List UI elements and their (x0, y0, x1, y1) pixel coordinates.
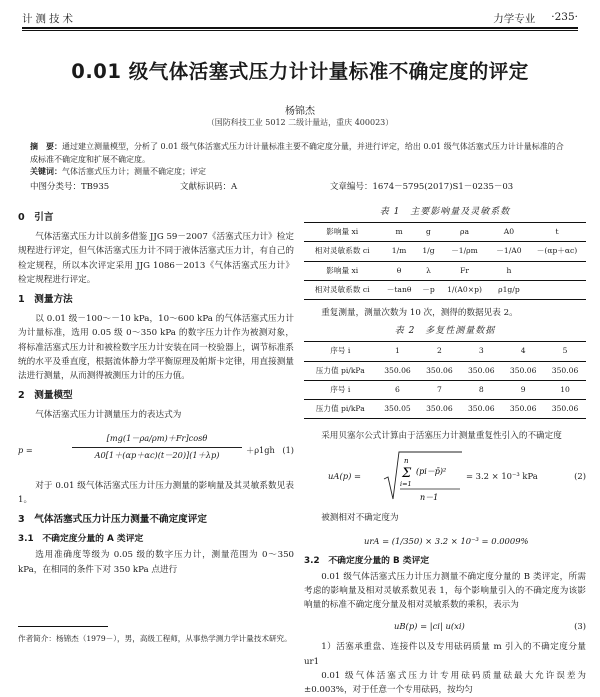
formula-tail: ＋ρ1gh (246, 444, 275, 455)
table-cell: 压力值 pi/kPa (304, 361, 377, 380)
table-cell: 1/m (380, 242, 417, 261)
abstract (30, 141, 570, 179)
table-cell: －1/A0 (490, 242, 528, 261)
table-cell: Fr (439, 261, 490, 280)
affiliation: （国防科技工业 5012 二级计量站，重庆 400023） (206, 118, 394, 127)
table-cell: h (490, 261, 528, 280)
page-number: ·235· (551, 11, 578, 23)
table-cell: 10 (544, 380, 586, 399)
table-cell: t (528, 223, 586, 242)
section-3-1-para: 选用准确度等级为 0.05 级的数字压力计，测量范围为 0～350 kPa，在相同的条件下对 350 kPa 点进行 (18, 550, 294, 575)
equation-2 (304, 447, 586, 507)
formula-numerator: [mg(1－ρa/ρm)＋Fr]cosθ (72, 431, 242, 448)
table-cell: －p (418, 280, 439, 299)
paper-title: 0.01 级气体活塞式压力计计量标准不确定度的评定 (71, 60, 529, 83)
eq-relative: urA = (1/350) × 3.2 × 10⁻³ = 0.0009% (364, 535, 529, 546)
table-cell: 350.06 (502, 400, 544, 419)
table-cell: 350.06 (502, 361, 544, 380)
table-2 (304, 341, 586, 419)
equation-3 (304, 616, 586, 636)
keywords-label: 关键词： (30, 167, 62, 176)
table-cell (528, 261, 586, 280)
section-0-title: 0 引言 (18, 212, 54, 223)
table-cell: 350.05 (377, 400, 419, 419)
table-cell: 1 (377, 342, 419, 361)
table-cell: 7 (418, 380, 460, 399)
table-cell: ρ1g/p (490, 280, 528, 299)
abstract-label: 摘 要： (30, 142, 62, 151)
section-3-title: 3 气体活塞式压力计压力测量不确定度评定 (18, 514, 207, 526)
journal-section: 计测技术 (22, 13, 76, 25)
formula-1 (18, 427, 294, 475)
item-1-para: 0.01 级气体活塞式压力计专用砝码质量砝最大允许误差为 ±0.003%，对于任意一个专用砝码，按均匀 (304, 670, 586, 696)
formula-fraction (72, 431, 242, 462)
sum-term: (pi－p̄)² (416, 467, 447, 477)
running-header (22, 8, 578, 26)
keywords (30, 166, 570, 179)
table-cell: λ (418, 261, 439, 280)
table-cell: 8 (460, 380, 502, 399)
article-id: 文章编号：1674－5795(2017)S1－0235－03 (330, 182, 514, 192)
table-1-caption: 表 1 主要影响量及灵敏系数 (379, 207, 511, 217)
table-cell: ρa (439, 223, 490, 242)
bessel-para: 采用贝塞尔公式计算由于活塞压力计测量重复性引入的不确定度 (321, 431, 562, 442)
table-cell: 影响量 xi (304, 223, 380, 242)
formula-denominator: A0[1＋(αp＋αc)(t－20)](1＋λp) (94, 449, 220, 460)
eq2-rhs: = 3.2 × 10⁻³ kPa (466, 471, 538, 482)
table-cell: 9 (502, 380, 544, 399)
header-topic: 力学专业 (493, 13, 536, 25)
section-3-2-para: 0.01 级气体活塞式压力计压力测量不确定度分量的 B 类评定，所需考虑的影响量及相对灵敏系数见表 1，每个影响量引入的不确定度为该影响量的标准不确定度分量及相对灵敏系数的乘积，表示为 (304, 571, 586, 611)
clc-number: 中图分类号：TB935 (30, 182, 110, 192)
table-cell: 350.06 (377, 361, 419, 380)
doc-code: 文献标识码：A (180, 182, 238, 192)
section-3-2-title: 3.2 不确定度分量的 B 类评定 (304, 555, 430, 566)
table-cell (528, 280, 586, 299)
table-1 (304, 222, 586, 300)
section-2-para-2: 对于 0.01 级气体活塞式压力计压力测量的影响量及其灵敏系数见表 1。 (18, 480, 294, 505)
right-column (304, 205, 586, 697)
footnote-rule (18, 626, 108, 627)
table-cell: 4 (502, 342, 544, 361)
formula-number: (1) (282, 444, 294, 455)
item-1: 1）活塞承重盘、连接件以及专用砝码质量 m 引入的不确定度分量 ur1 (304, 642, 586, 667)
table-cell: 1/(A0×p) (439, 280, 490, 299)
section-1-para: 以 0.01 级－100～－10 kPa，10～600 kPa 的气体活塞式压力计为计量标准，选用 0.05 级 0～350 kPa 的数字压力计作为被测对象，将标准活塞式压力计和被检数字压力计安装在同一校验器上，调节标准系统的水平及垂直度，根据流体静力学平衡原理及帕斯卡定律，用直接测量法进行测量，从而测得被测压力计的压力值。 (18, 314, 294, 382)
table-cell: －(αp＋αc) (528, 242, 586, 261)
sum-upper: n (404, 457, 409, 466)
table-cell: θ (380, 261, 417, 280)
table-2-caption: 表 2 多复性测量数据 (394, 326, 496, 337)
relative-text: 被测相对不确定度为 (321, 513, 399, 524)
table-cell: －tanθ (380, 280, 417, 299)
table-cell: 350.06 (460, 400, 502, 419)
table-cell: A0 (490, 223, 528, 242)
section-1-title: 1 测量方法 (18, 294, 73, 306)
eq2-lhs: uA(p) = (328, 471, 362, 482)
table-cell: 350.06 (460, 361, 502, 380)
left-column (18, 205, 294, 577)
formula-lhs: p = (18, 444, 33, 455)
table-cell: 5 (544, 342, 586, 361)
fraction-denominator: n－1 (420, 493, 439, 503)
table-cell: 2 (418, 342, 460, 361)
table-cell: 序号 i (304, 380, 377, 399)
repeat-text: 重复测量，测量次数为 10 次，测得的数据见表 2。 (321, 308, 518, 319)
table-cell: 350.06 (418, 400, 460, 419)
keywords-body: 气体活塞式压力计；测量不确定度；评定 (62, 167, 206, 176)
table-cell: 350.06 (544, 361, 586, 380)
sum-lower: i=1 (400, 480, 412, 489)
meta-line (30, 180, 570, 192)
eq3: uB(p) = |ci| u(xi) (394, 621, 465, 632)
table-cell: m (380, 223, 417, 242)
author-footnote: 作者简介：杨锦杰（1979－），男，高级工程师，从事热学测力学计量技术研究。 (18, 634, 292, 643)
equation-relative (304, 530, 586, 550)
header-right (493, 11, 578, 26)
table-cell: 压力值 pi/kPa (304, 400, 377, 419)
section-2-title: 2 测量模型 (18, 390, 73, 402)
sum-sign: Σ (402, 466, 412, 482)
section-3-1-title: 3.1 不确定度分量的 A 类评定 (18, 534, 144, 545)
table-cell: g (418, 223, 439, 242)
table-cell: 相对灵敏系数 ci (304, 280, 380, 299)
eq3-number: (3) (574, 621, 586, 632)
eq2-number: (2) (574, 471, 586, 482)
abstract-body: 通过建立测量模型，分析了 0.01 级气体活塞式压力计计量标准主要不确定度分量，并进行评定，给出 0.01 级气体活塞式压力计计量标准的合成标准不确定度和扩展不确定度。 (30, 142, 564, 164)
section-2-para-1: 气体活塞式压力计测量压力的表达式为 (35, 410, 182, 421)
table-cell: －1/ρm (439, 242, 490, 261)
sqrt-fraction-svg (382, 449, 464, 505)
table-cell: 相对灵敏系数 ci (304, 242, 380, 261)
author: 杨锦杰 (285, 106, 315, 117)
section-0-para: 气体活塞式压力计以前多借鉴 JJG 59－2007《活塞式压力计》检定规程进行评定，但气体活塞式压力计不同于液体活塞式压力计，有自己的检定规程，所以本次评定采用 JJG 1086－2013《气体活塞式压力计》检定规程进行评定。 (18, 232, 294, 285)
table-cell: 350.06 (418, 361, 460, 380)
table-cell: 6 (377, 380, 419, 399)
table-cell: 影响量 xi (304, 261, 380, 280)
table-cell: 序号 i (304, 342, 377, 361)
header-rule (22, 27, 578, 29)
abstract-text (30, 141, 570, 166)
table-cell: 1/g (418, 242, 439, 261)
header-rule-thin (22, 30, 578, 31)
table-cell: 3 (460, 342, 502, 361)
table-cell: 350.06 (544, 400, 586, 419)
